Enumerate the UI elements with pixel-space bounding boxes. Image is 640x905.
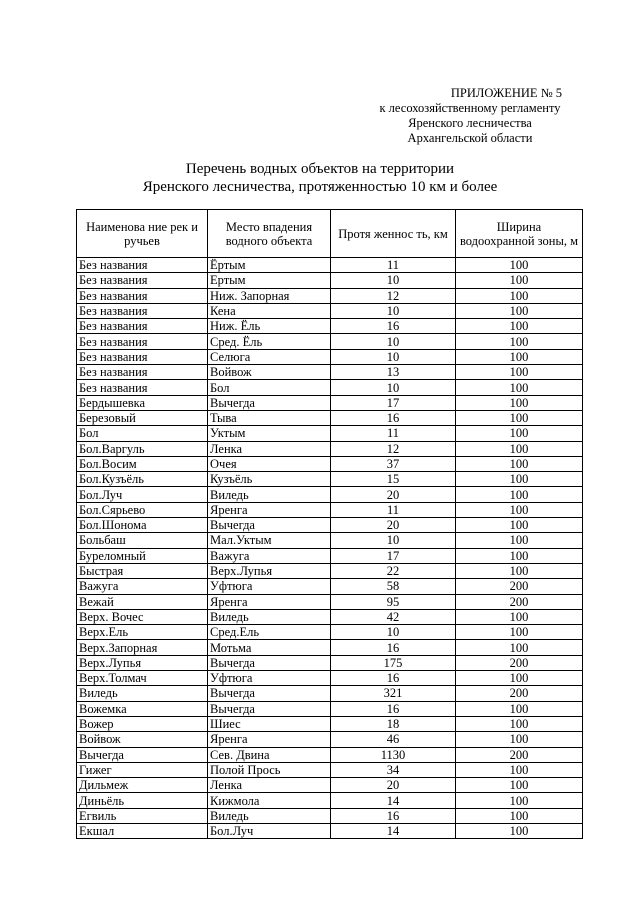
length-cell: 18 xyxy=(331,716,456,731)
buffer-width-cell: 200 xyxy=(456,594,583,609)
buffer-width-cell: 100 xyxy=(456,334,583,349)
river-name-cell: Бердышевка xyxy=(77,395,208,410)
confluence-cell: Виледь xyxy=(208,487,331,502)
buffer-width-cell: 100 xyxy=(456,349,583,364)
table-header-row xyxy=(77,210,583,258)
table-row xyxy=(77,716,583,731)
confluence-cell: Вычегда xyxy=(208,518,331,533)
buffer-width-cell: 100 xyxy=(456,410,583,425)
confluence-cell: Тыва xyxy=(208,410,331,425)
length-cell: 46 xyxy=(331,732,456,747)
buffer-width-cell: 100 xyxy=(456,303,583,318)
river-name-cell: Быстрая xyxy=(77,563,208,578)
appendix-regulation: к лесохозяйственному регламенту xyxy=(379,101,561,115)
length-cell: 10 xyxy=(331,533,456,548)
length-cell: 10 xyxy=(331,380,456,395)
river-name-cell: Важуга xyxy=(77,579,208,594)
length-cell: 321 xyxy=(331,686,456,701)
confluence-cell: Селюга xyxy=(208,349,331,364)
length-cell: 37 xyxy=(331,456,456,471)
buffer-width-cell: 100 xyxy=(456,793,583,808)
table-row xyxy=(77,563,583,578)
table-row xyxy=(77,426,583,441)
length-cell: 14 xyxy=(331,823,456,838)
confluence-cell: Виледь xyxy=(208,808,331,823)
length-cell: 1130 xyxy=(331,747,456,762)
river-name-cell: Верх.Запорная xyxy=(77,640,208,655)
table-row xyxy=(77,533,583,548)
buffer-width-cell: 100 xyxy=(456,426,583,441)
table-row xyxy=(77,747,583,762)
length-cell: 16 xyxy=(331,671,456,686)
river-name-cell: Войвож xyxy=(77,732,208,747)
header-length: Протя женнос ть, км xyxy=(331,210,456,258)
river-name-cell: Верх. Вочес xyxy=(77,609,208,624)
confluence-cell: Ниж. Ёль xyxy=(208,319,331,334)
buffer-width-cell: 100 xyxy=(456,732,583,747)
buffer-width-cell: 100 xyxy=(456,823,583,838)
table-row xyxy=(77,671,583,686)
table-row xyxy=(77,762,583,777)
title-line-1: Перечень водных объектов на территории xyxy=(185,161,455,177)
river-name-cell: Без названия xyxy=(77,334,208,349)
buffer-width-cell: 100 xyxy=(456,548,583,563)
confluence-cell: Кижмола xyxy=(208,793,331,808)
length-cell: 11 xyxy=(331,258,456,273)
table-row xyxy=(77,548,583,563)
length-cell: 58 xyxy=(331,579,456,594)
water-objects-table xyxy=(76,209,583,839)
length-cell: 11 xyxy=(331,502,456,517)
confluence-cell: Полой Прось xyxy=(208,762,331,777)
river-name-cell: Бол xyxy=(77,426,208,441)
river-name-cell: Без названия xyxy=(77,288,208,303)
length-cell: 12 xyxy=(331,288,456,303)
river-name-cell: Вычегда xyxy=(77,747,208,762)
table-row xyxy=(77,686,583,701)
length-cell: 16 xyxy=(331,701,456,716)
table-row xyxy=(77,410,583,425)
length-cell: 11 xyxy=(331,426,456,441)
buffer-width-cell: 100 xyxy=(456,701,583,716)
table-row xyxy=(77,793,583,808)
confluence-cell: Яренга xyxy=(208,594,331,609)
river-name-cell: Вожемка xyxy=(77,701,208,716)
buffer-width-cell: 100 xyxy=(456,716,583,731)
document-title xyxy=(0,160,640,196)
river-name-cell: Верх.Ель xyxy=(77,625,208,640)
river-name-cell: Без названия xyxy=(77,380,208,395)
length-cell: 16 xyxy=(331,410,456,425)
confluence-cell: Виледь xyxy=(208,609,331,624)
confluence-cell: Сред.Ель xyxy=(208,625,331,640)
length-cell: 95 xyxy=(331,594,456,609)
length-cell: 10 xyxy=(331,625,456,640)
confluence-cell: Кузъёль xyxy=(208,472,331,487)
appendix-header xyxy=(340,86,600,146)
confluence-cell: Ертым xyxy=(208,273,331,288)
appendix-number: ПРИЛОЖЕНИЕ № 5 xyxy=(450,86,562,100)
confluence-cell: Сред. Ёль xyxy=(208,334,331,349)
appendix-forestry: Яренского лесничества xyxy=(408,116,532,130)
table-row xyxy=(77,701,583,716)
confluence-cell: Важуга xyxy=(208,548,331,563)
river-name-cell: Дильмеж xyxy=(77,778,208,793)
buffer-width-cell: 100 xyxy=(456,258,583,273)
confluence-cell: Ленка xyxy=(208,778,331,793)
length-cell: 20 xyxy=(331,778,456,793)
buffer-width-cell: 200 xyxy=(456,686,583,701)
length-cell: 20 xyxy=(331,518,456,533)
buffer-width-cell: 100 xyxy=(456,319,583,334)
river-name-cell: Бол.Варгуль xyxy=(77,441,208,456)
river-name-cell: Гижег xyxy=(77,762,208,777)
river-name-cell: Екшал xyxy=(77,823,208,838)
table-row xyxy=(77,365,583,380)
title-line-2: Яренского лесничества, протяженностью 10 км и более xyxy=(142,179,498,195)
river-name-cell: Березовый xyxy=(77,410,208,425)
table-row xyxy=(77,823,583,838)
table-row xyxy=(77,732,583,747)
confluence-cell: Сев. Двина xyxy=(208,747,331,762)
buffer-width-cell: 100 xyxy=(456,380,583,395)
confluence-cell: Бол.Луч xyxy=(208,823,331,838)
confluence-cell: Уктым xyxy=(208,426,331,441)
buffer-width-cell: 100 xyxy=(456,640,583,655)
river-name-cell: Без названия xyxy=(77,258,208,273)
table-row xyxy=(77,655,583,670)
river-name-cell: Диньёль xyxy=(77,793,208,808)
confluence-cell: Бол xyxy=(208,380,331,395)
buffer-width-cell: 200 xyxy=(456,747,583,762)
buffer-width-cell: 100 xyxy=(456,395,583,410)
length-cell: 17 xyxy=(331,548,456,563)
length-cell: 22 xyxy=(331,563,456,578)
table-row xyxy=(77,303,583,318)
confluence-cell: Ленка xyxy=(208,441,331,456)
buffer-width-cell: 100 xyxy=(456,808,583,823)
river-name-cell: Верх.Лупья xyxy=(77,655,208,670)
length-cell: 16 xyxy=(331,808,456,823)
confluence-cell: Шиес xyxy=(208,716,331,731)
length-cell: 15 xyxy=(331,472,456,487)
confluence-cell: Кена xyxy=(208,303,331,318)
table-row xyxy=(77,334,583,349)
buffer-width-cell: 200 xyxy=(456,579,583,594)
confluence-cell: Ёртым xyxy=(208,258,331,273)
river-name-cell: Виледь xyxy=(77,686,208,701)
buffer-width-cell: 100 xyxy=(456,288,583,303)
buffer-width-cell: 100 xyxy=(456,518,583,533)
table-row xyxy=(77,640,583,655)
confluence-cell: Яренга xyxy=(208,732,331,747)
confluence-cell: Вычегда xyxy=(208,655,331,670)
length-cell: 42 xyxy=(331,609,456,624)
river-name-cell: Верх.Толмач xyxy=(77,671,208,686)
table-row xyxy=(77,273,583,288)
buffer-width-cell: 100 xyxy=(456,533,583,548)
river-name-cell: Без названия xyxy=(77,365,208,380)
buffer-width-cell: 100 xyxy=(456,273,583,288)
length-cell: 16 xyxy=(331,319,456,334)
confluence-cell: Вычегда xyxy=(208,701,331,716)
river-name-cell: Без названия xyxy=(77,303,208,318)
river-name-cell: Больбаш xyxy=(77,533,208,548)
confluence-cell: Ниж. Запорная xyxy=(208,288,331,303)
table-row xyxy=(77,395,583,410)
river-name-cell: Вежай xyxy=(77,594,208,609)
header-buffer-width: Ширина водоохранной зоны, м xyxy=(456,210,583,258)
table-row xyxy=(77,778,583,793)
river-name-cell: Без названия xyxy=(77,319,208,334)
buffer-width-cell: 100 xyxy=(456,472,583,487)
buffer-width-cell: 100 xyxy=(456,671,583,686)
table-row xyxy=(77,609,583,624)
table-row xyxy=(77,456,583,471)
table-row xyxy=(77,319,583,334)
buffer-width-cell: 100 xyxy=(456,762,583,777)
confluence-cell: Верх.Лупья xyxy=(208,563,331,578)
length-cell: 175 xyxy=(331,655,456,670)
buffer-width-cell: 100 xyxy=(456,456,583,471)
table-row xyxy=(77,594,583,609)
confluence-cell: Мал.Уктым xyxy=(208,533,331,548)
length-cell: 34 xyxy=(331,762,456,777)
confluence-cell: Уфтюга xyxy=(208,671,331,686)
confluence-cell: Уфтюга xyxy=(208,579,331,594)
table-row xyxy=(77,808,583,823)
length-cell: 10 xyxy=(331,273,456,288)
confluence-cell: Вычегда xyxy=(208,686,331,701)
table-row xyxy=(77,518,583,533)
length-cell: 16 xyxy=(331,640,456,655)
river-name-cell: Бол.Кузъёль xyxy=(77,472,208,487)
confluence-cell: Мотьма xyxy=(208,640,331,655)
table-row xyxy=(77,349,583,364)
buffer-width-cell: 100 xyxy=(456,563,583,578)
table-body xyxy=(77,258,583,839)
river-name-cell: Бол.Шонома xyxy=(77,518,208,533)
buffer-width-cell: 100 xyxy=(456,778,583,793)
table-row xyxy=(77,441,583,456)
length-cell: 13 xyxy=(331,365,456,380)
table-row xyxy=(77,487,583,502)
length-cell: 20 xyxy=(331,487,456,502)
table-row xyxy=(77,380,583,395)
table-row xyxy=(77,625,583,640)
header-confluence: Место впадения водного объекта xyxy=(208,210,331,258)
table-row xyxy=(77,502,583,517)
river-name-cell: Бол.Восим xyxy=(77,456,208,471)
buffer-width-cell: 100 xyxy=(456,441,583,456)
buffer-width-cell: 100 xyxy=(456,502,583,517)
length-cell: 12 xyxy=(331,441,456,456)
table-row xyxy=(77,258,583,273)
buffer-width-cell: 200 xyxy=(456,655,583,670)
length-cell: 10 xyxy=(331,303,456,318)
confluence-cell: Вычегда xyxy=(208,395,331,410)
river-name-cell: Без названия xyxy=(77,349,208,364)
table-row xyxy=(77,288,583,303)
length-cell: 17 xyxy=(331,395,456,410)
length-cell: 10 xyxy=(331,349,456,364)
table-row xyxy=(77,579,583,594)
length-cell: 10 xyxy=(331,334,456,349)
table-row xyxy=(77,472,583,487)
buffer-width-cell: 100 xyxy=(456,625,583,640)
river-name-cell: Егвиль xyxy=(77,808,208,823)
river-name-cell: Буреломный xyxy=(77,548,208,563)
confluence-cell: Войвож xyxy=(208,365,331,380)
buffer-width-cell: 100 xyxy=(456,487,583,502)
buffer-width-cell: 100 xyxy=(456,365,583,380)
appendix-region: Архангельской области xyxy=(407,131,533,145)
river-name-cell: Бол.Сярьево xyxy=(77,502,208,517)
confluence-cell: Очея xyxy=(208,456,331,471)
header-river-name: Наименова ние рек и ручьев xyxy=(77,210,208,258)
river-name-cell: Бол.Луч xyxy=(77,487,208,502)
confluence-cell: Яренга xyxy=(208,502,331,517)
river-name-cell: Вожер xyxy=(77,716,208,731)
river-name-cell: Без названия xyxy=(77,273,208,288)
length-cell: 14 xyxy=(331,793,456,808)
buffer-width-cell: 100 xyxy=(456,609,583,624)
